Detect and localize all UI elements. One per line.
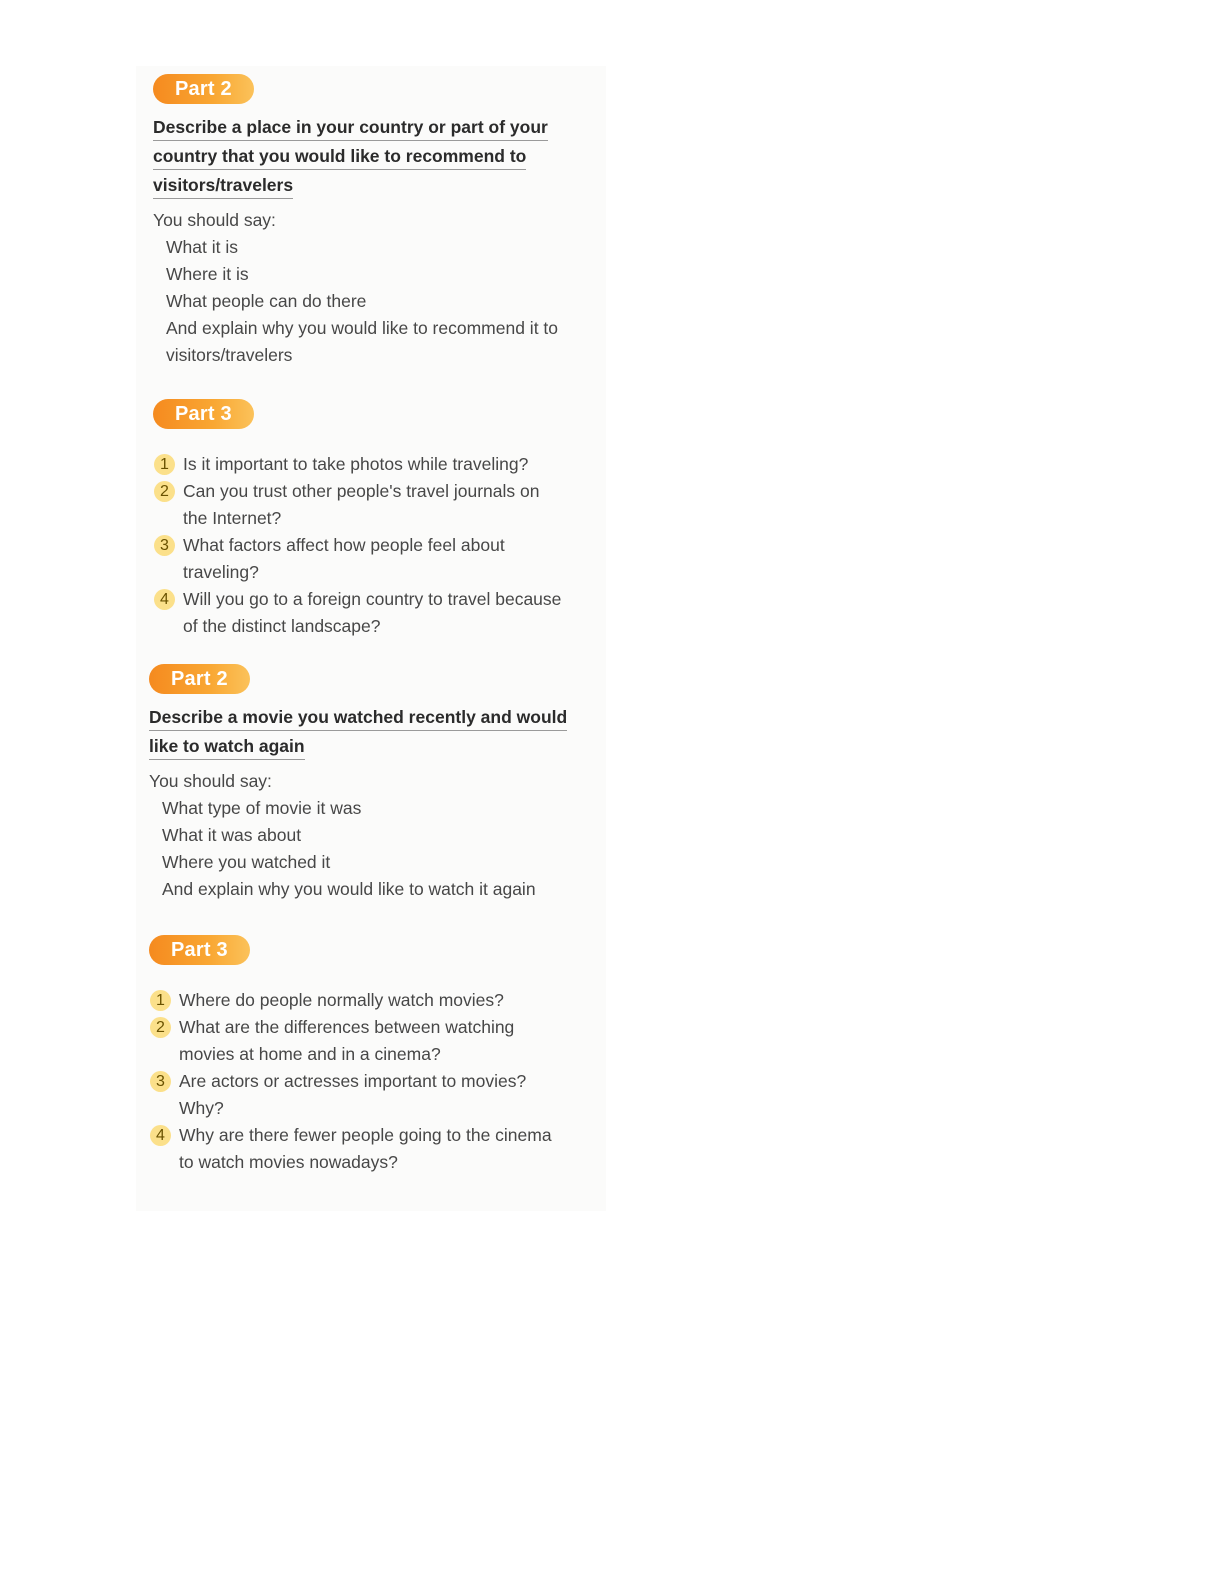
question-text: to watch movies nowadays? xyxy=(179,1152,398,1172)
title-line: Describe a movie you watched recently and would xyxy=(149,705,567,731)
question-item xyxy=(153,478,603,532)
question-number-badge: 2 xyxy=(150,1017,171,1038)
question-text: Is it important to take photos while traveling? xyxy=(183,454,529,474)
question-number-badge: 3 xyxy=(154,535,175,556)
question-item xyxy=(149,1122,599,1176)
cue-card-title xyxy=(149,704,599,762)
prompt-item: Where you watched it xyxy=(162,852,331,872)
you-should-say-label: You should say: xyxy=(153,210,276,230)
question-list xyxy=(149,987,599,1176)
question-item xyxy=(153,586,603,640)
question-text: Where do people normally watch movies? xyxy=(179,990,504,1010)
prompt-item: visitors/travelers xyxy=(166,345,293,365)
part2-movie-section xyxy=(149,664,599,903)
question-item xyxy=(149,1014,599,1068)
question-text: the Internet? xyxy=(183,508,282,528)
question-number-badge: 2 xyxy=(154,481,175,502)
prompt-item: What it is xyxy=(166,237,238,257)
prompt-item: And explain why you would like to recommend it to xyxy=(166,318,559,338)
question-text: Why? xyxy=(179,1098,224,1118)
part-label-badge: Part 3 xyxy=(149,935,250,965)
document-page xyxy=(136,66,606,1211)
question-number-badge: 3 xyxy=(150,1071,171,1092)
question-number-badge: 4 xyxy=(150,1125,171,1146)
prompt-item: And explain why you would like to watch it again xyxy=(162,879,536,899)
question-text: movies at home and in a cinema? xyxy=(179,1044,441,1064)
question-text: traveling? xyxy=(183,562,259,582)
question-text: What factors affect how people feel about xyxy=(183,535,505,555)
title-line: like to watch again xyxy=(149,734,305,760)
question-number-badge: 4 xyxy=(154,589,175,610)
part-label-badge: Part 2 xyxy=(149,664,250,694)
question-item xyxy=(149,1068,599,1122)
question-text: Will you go to a foreign country to travel because xyxy=(183,589,562,609)
title-line: country that you would like to recommend to xyxy=(153,144,526,170)
part3-travel-section xyxy=(153,399,603,640)
question-number-badge: 1 xyxy=(154,454,175,475)
part-label-badge: Part 3 xyxy=(153,399,254,429)
question-item xyxy=(153,451,603,478)
question-item xyxy=(153,532,603,586)
question-text: Can you trust other people's travel journals on xyxy=(183,481,540,501)
cue-card-title xyxy=(153,114,603,201)
title-line: Describe a place in your country or part of your xyxy=(153,115,548,141)
question-text: What are the differences between watching xyxy=(179,1017,515,1037)
part-label-badge: Part 2 xyxy=(153,74,254,104)
prompt-item: What people can do there xyxy=(166,291,367,311)
question-item xyxy=(149,987,599,1014)
prompt-item: What it was about xyxy=(162,825,302,845)
question-list xyxy=(153,451,603,640)
you-should-say-label: You should say: xyxy=(149,771,272,791)
question-text: of the distinct landscape? xyxy=(183,616,381,636)
question-number-badge: 1 xyxy=(150,990,171,1011)
title-line: visitors/travelers xyxy=(153,173,293,199)
prompt-item: Where it is xyxy=(166,264,249,284)
prompt-item: What type of movie it was xyxy=(162,798,362,818)
question-text: Why are there fewer people going to the cinema xyxy=(179,1125,552,1145)
part3-movie-section xyxy=(149,935,599,1176)
question-text: Are actors or actresses important to movies? xyxy=(179,1071,527,1091)
part2-place-section xyxy=(153,74,603,369)
